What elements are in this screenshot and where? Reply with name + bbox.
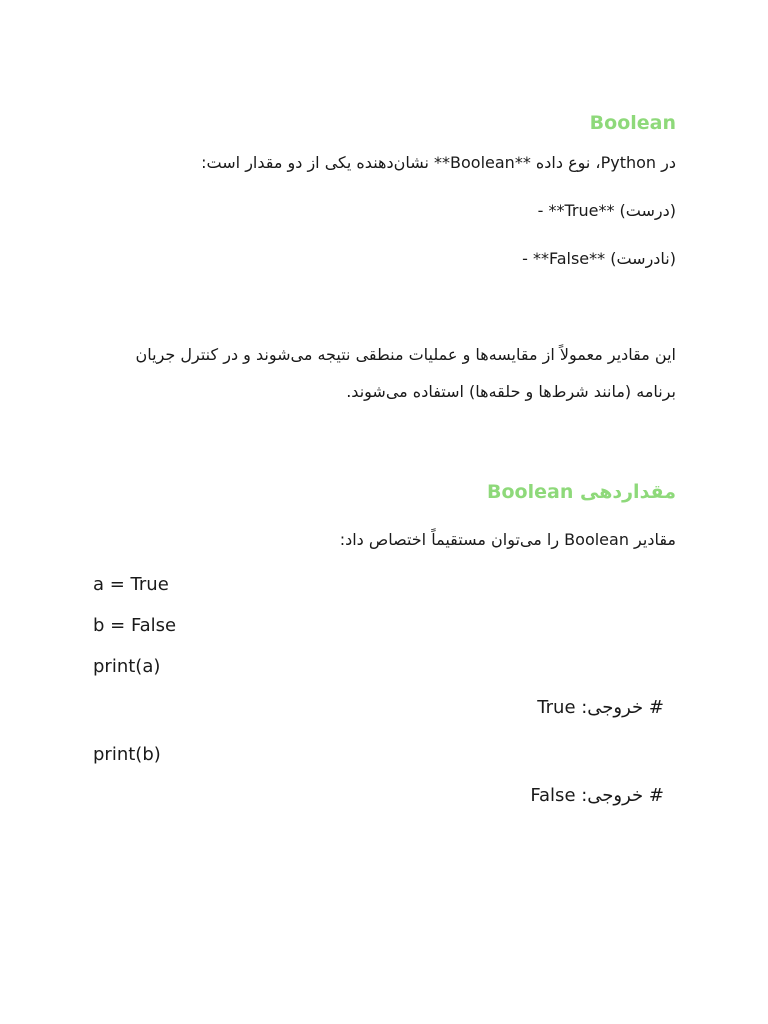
assignment-intro: مقادیر Boolean را می‌توان مستقیماً اختصاص داد: [339,530,676,549]
code-line-b: b = False [93,615,177,636]
intro-paragraph: در Python، نوع داده **Boolean** نشان‌دهنده یکی از دو مقدار است: [201,153,676,172]
list-item-true: - **True** (درست) [537,201,676,220]
section-heading-assignment: مقداردهی Boolean [487,481,676,503]
section-heading-boolean: Boolean [589,112,676,134]
code-comment-output-true: # خروجی: True [537,697,664,718]
code-line-print-b: print(b) [93,744,161,765]
code-line-print-a: print(a) [93,656,161,677]
code-line-a: a = True [93,574,169,595]
list-item-false: - **False** (نادرست) [522,249,676,268]
code-comment-output-false: # خروجی: False [530,785,664,806]
description-paragraph: این مقادیر معمولاً از مقایسه‌ها و عملیات منطقی نتیجه می‌شوند و در کنترل جریان برنامه (مانند شرط‌ها و حلقه‌ها) استفاده می‌شوند. [135,345,676,401]
